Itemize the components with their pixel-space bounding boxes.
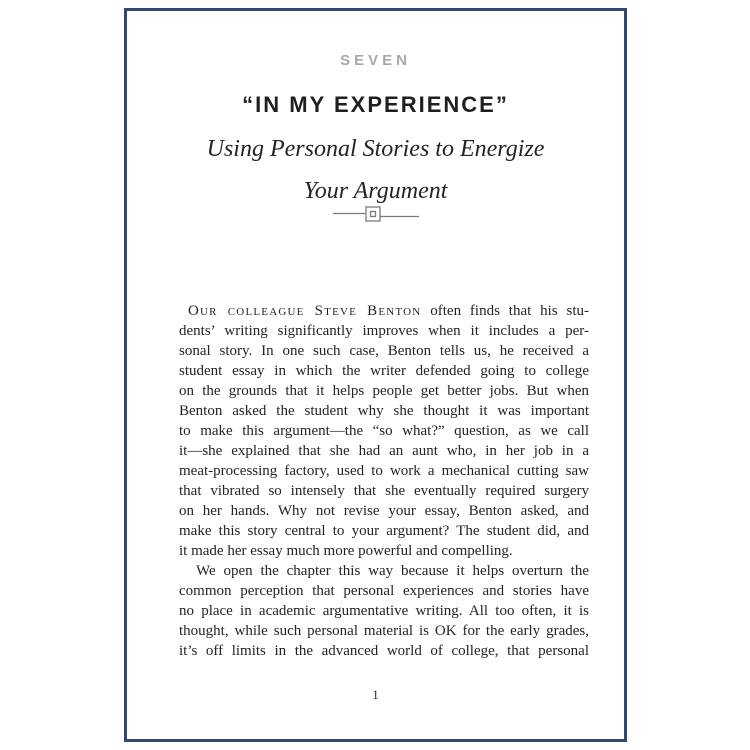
body-line: that vibrated so intensely that she eventually required surgery [179, 483, 589, 499]
body-line: make this story central to your argument? The student did, and [179, 523, 589, 539]
body-line: student essay in which the writer defended going to college [179, 363, 589, 379]
chapter-number: SEVEN [340, 52, 411, 69]
body-line: it—she explained that she had an aunt who, in her job in a [179, 443, 589, 459]
chapter-ornament [127, 204, 624, 231]
body-line: Benton asked the student why she thought it was important [179, 403, 589, 419]
square-spiral-ornament-icon [333, 204, 419, 226]
body-line: no place in academic argumentative writing. All too often, it is [179, 603, 589, 619]
body-text [179, 301, 589, 661]
body-line: We open the chapter this way because it helps overturn the [196, 563, 589, 579]
body-line: it made her essay much more powerful and compelling. [179, 543, 513, 559]
chapter-title: “IN MY EXPERIENCE” [242, 92, 509, 117]
smallcaps-lead: Our colleague Steve Benton [188, 303, 422, 319]
body-line: common perception that personal experiences and stories have [179, 583, 589, 599]
body-line: it’s off limits in the advanced world of college, that personal [179, 643, 589, 659]
book-page [124, 8, 627, 742]
body-line: to make this argument—the “so what?” question, as we call [179, 423, 589, 439]
page-number: 1 [372, 687, 379, 702]
body-line: meat-processing factory, used to work a mechanical cutting saw [179, 463, 589, 479]
body-line: dents’ writing significantly improves when it includes a per- [179, 323, 589, 339]
body-line: on the grounds that it helps people get better jobs. But when [179, 383, 589, 399]
chapter-subtitle-line1: Using Personal Stories to Energize [206, 136, 545, 162]
body-line-text: often finds that his stu- [421, 303, 589, 319]
body-line: sonal story. In one such case, Benton tells us, he received a [179, 343, 589, 359]
chapter-subtitle-line2: Your Argument [303, 178, 448, 204]
body-line: thought, while such personal material is OK for the early grades, [179, 623, 589, 639]
body-line: on her hands. Why not revise your essay, Benton asked, and [179, 503, 589, 519]
chapter-subtitle [127, 128, 624, 212]
body-line [179, 301, 589, 321]
